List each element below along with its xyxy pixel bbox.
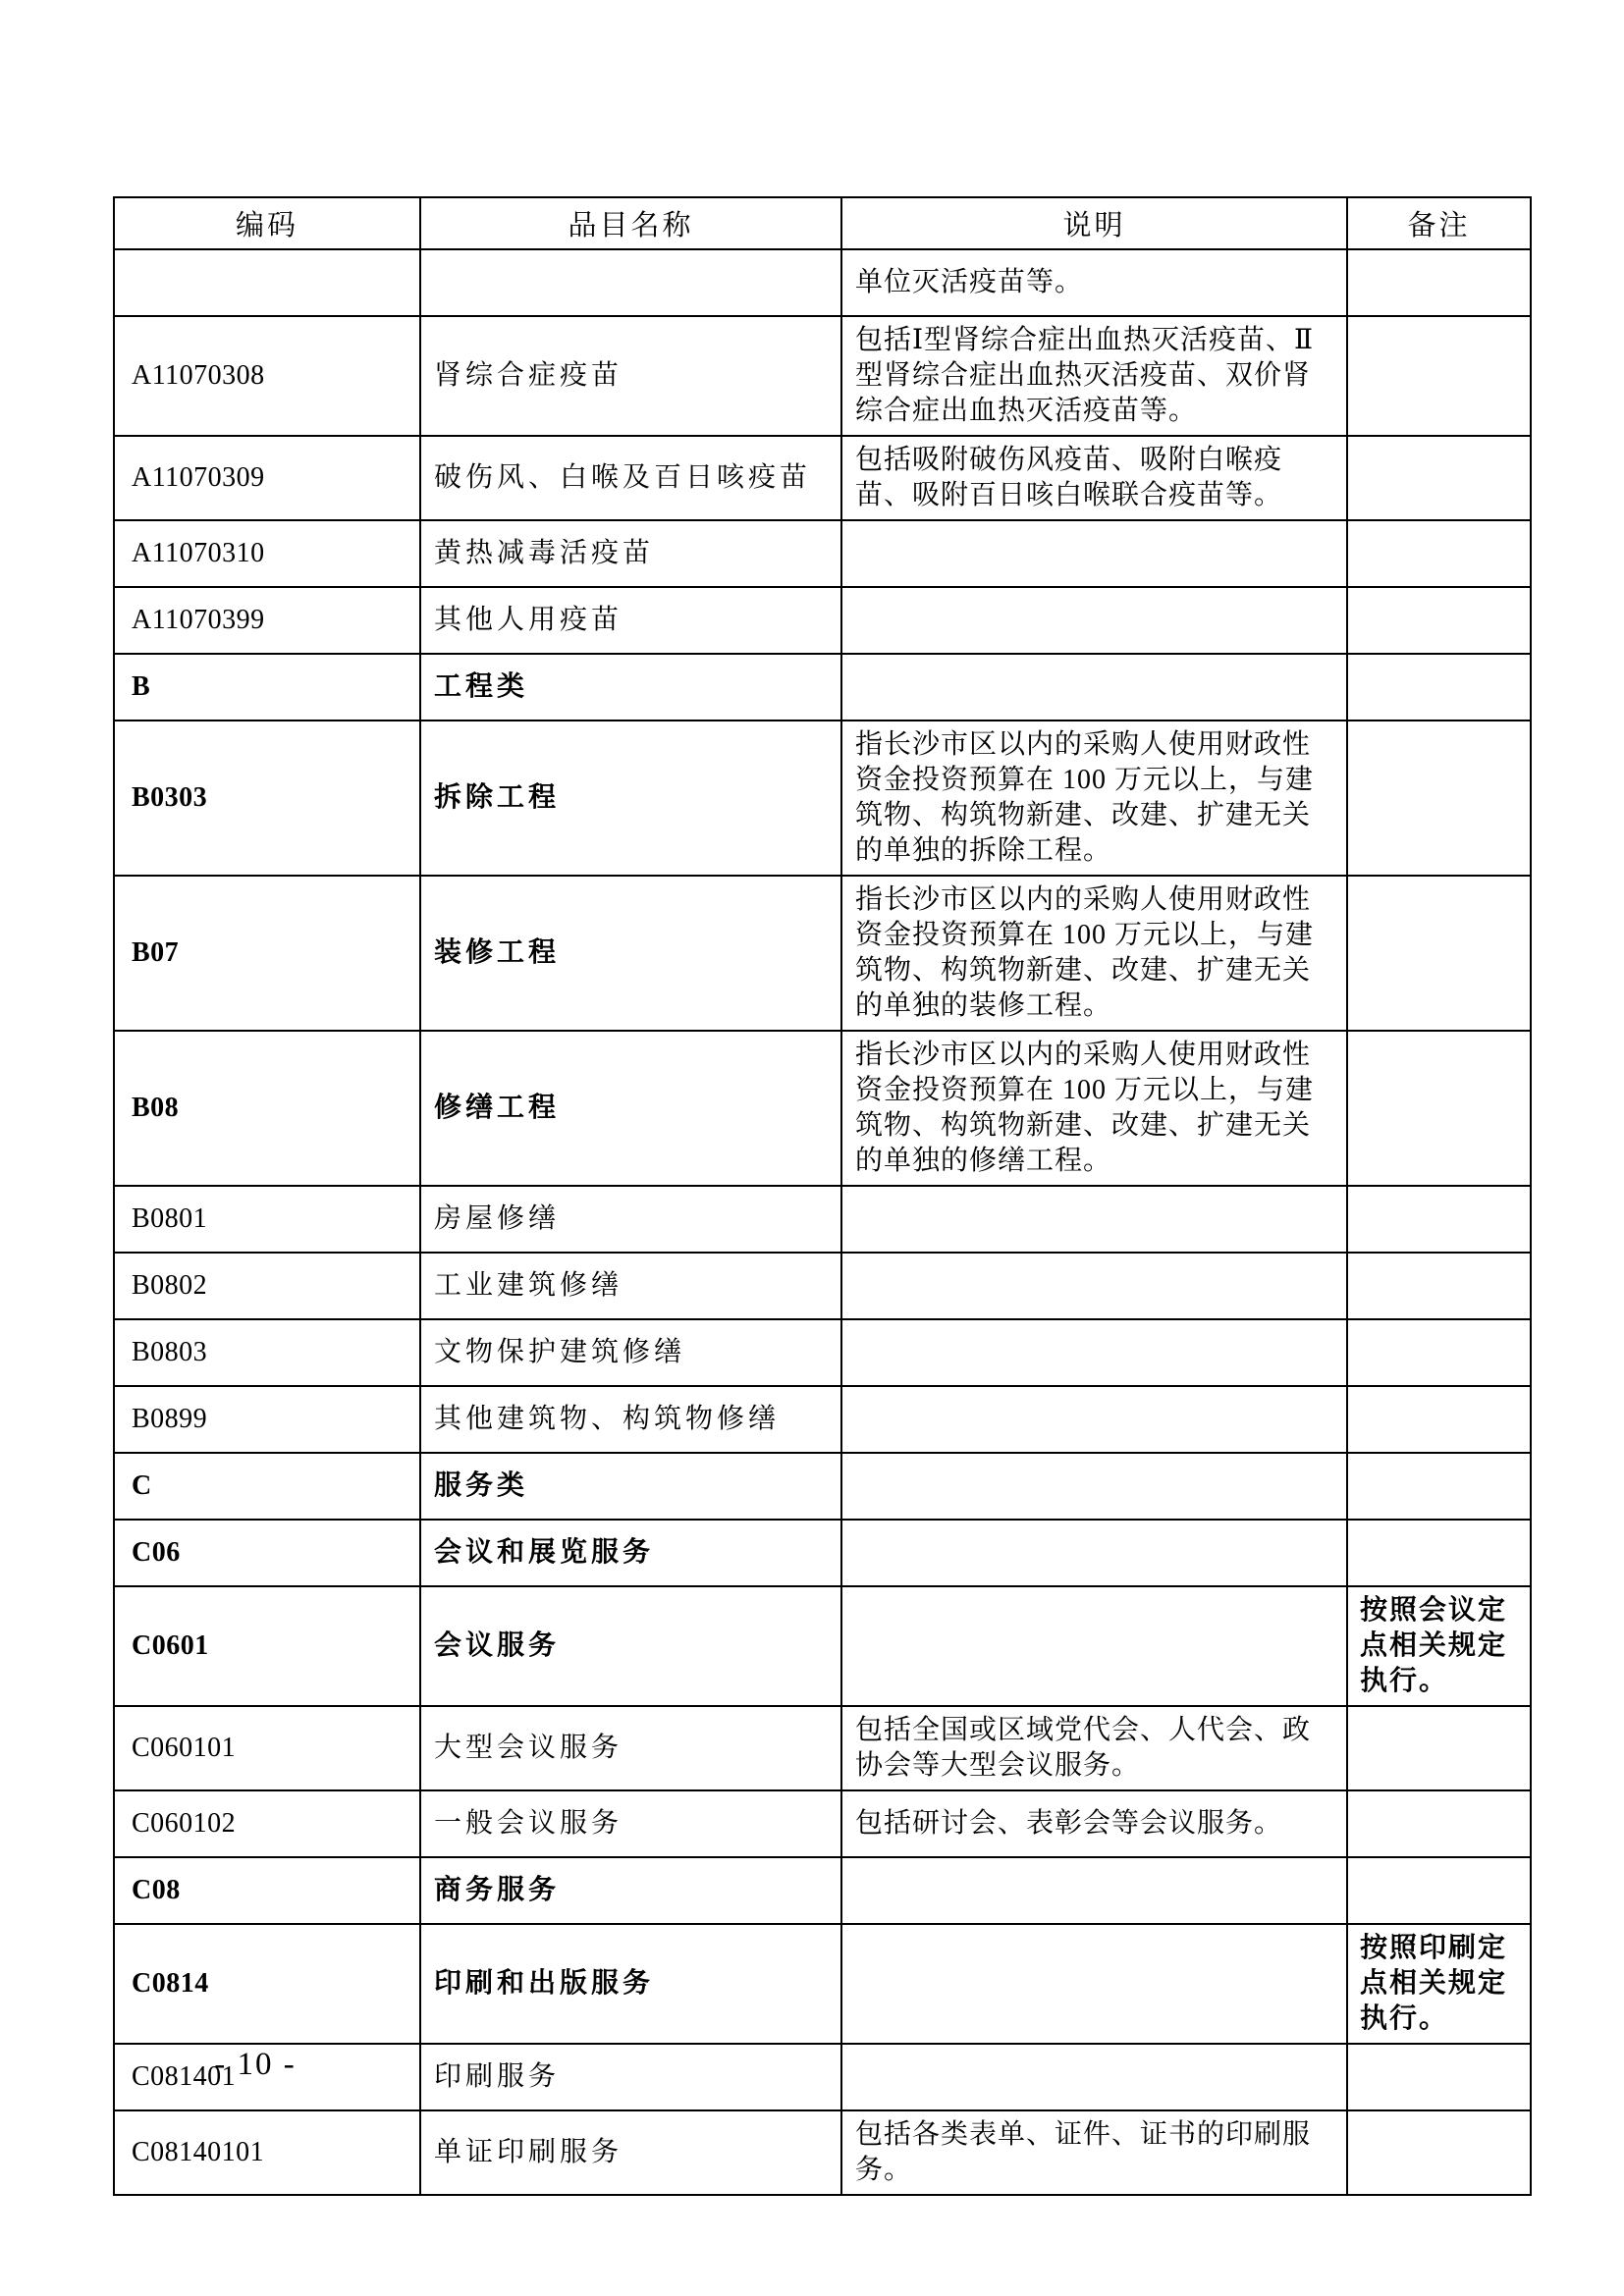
table-header-row	[114, 197, 1531, 249]
cell-note	[1347, 654, 1531, 721]
catalog-table	[113, 196, 1532, 2196]
cell-note	[1347, 1186, 1531, 1253]
cell-note	[1347, 436, 1531, 520]
cell-code: B0803	[114, 1319, 420, 1386]
cell-desc: 单位灭活疫苗等。	[841, 249, 1347, 316]
table-row	[114, 587, 1531, 654]
cell-note	[1347, 1453, 1531, 1520]
cell-desc	[841, 1319, 1347, 1386]
cell-desc: 包括吸附破伤风疫苗、吸附白喉疫苗、吸附百日咳白喉联合疫苗等。	[841, 436, 1347, 520]
table-row	[114, 1790, 1531, 1857]
cell-code: B07	[114, 876, 420, 1031]
table-row	[114, 1586, 1531, 1706]
cell-desc	[841, 1253, 1347, 1319]
cell-note	[1347, 520, 1531, 587]
cell-name: 会议服务	[420, 1586, 841, 1706]
cell-code	[114, 249, 420, 316]
cell-note	[1347, 1031, 1531, 1186]
cell-name: 其他建筑物、构筑物修缮	[420, 1386, 841, 1453]
cell-name: 工业建筑修缮	[420, 1253, 841, 1319]
cell-code: C060101	[114, 1706, 420, 1790]
cell-note	[1347, 249, 1531, 316]
table-row	[114, 2110, 1531, 2195]
cell-name: 大型会议服务	[420, 1706, 841, 1790]
cell-note	[1347, 2110, 1531, 2195]
cell-note	[1347, 2044, 1531, 2110]
table-row	[114, 1706, 1531, 1790]
table-row	[114, 876, 1531, 1031]
table-row	[114, 721, 1531, 876]
table-row	[114, 1386, 1531, 1453]
cell-note	[1347, 1319, 1531, 1386]
cell-code: B08	[114, 1031, 420, 1186]
table-row	[114, 520, 1531, 587]
cell-name: 印刷和出版服务	[420, 1924, 841, 2044]
table-row	[114, 1186, 1531, 1253]
cell-note	[1347, 1386, 1531, 1453]
cell-code: C0601	[114, 1586, 420, 1706]
cell-code: B0899	[114, 1386, 420, 1453]
cell-name: 文物保护建筑修缮	[420, 1319, 841, 1386]
table-row	[114, 1319, 1531, 1386]
cell-name: 其他人用疫苗	[420, 587, 841, 654]
cell-name: 会议和展览服务	[420, 1520, 841, 1586]
cell-desc	[841, 1520, 1347, 1586]
cell-code: C0814	[114, 1924, 420, 2044]
header-cell-desc: 说明	[841, 197, 1347, 249]
cell-code: C081401	[114, 2044, 420, 2110]
cell-desc: 包括全国或区域党代会、人代会、政协会等大型会议服务。	[841, 1706, 1347, 1790]
cell-code: C08140101	[114, 2110, 420, 2195]
cell-desc	[841, 1453, 1347, 1520]
cell-desc: 包括研讨会、表彰会等会议服务。	[841, 1790, 1347, 1857]
cell-desc	[841, 1586, 1347, 1706]
cell-name: 工程类	[420, 654, 841, 721]
cell-desc: 包括各类表单、证件、证书的印刷服务。	[841, 2110, 1347, 2195]
cell-code: C08	[114, 1857, 420, 1924]
cell-name: 服务类	[420, 1453, 841, 1520]
cell-desc: 包括Ⅰ型肾综合症出血热灭活疫苗、Ⅱ型肾综合症出血热灭活疫苗、双价肾综合症出血热灭活疫苗等。	[841, 316, 1347, 436]
cell-desc: 指长沙市区以内的采购人使用财政性资金投资预算在 100 万元以上，与建筑物、构筑物新建、改建、扩建无关的单独的拆除工程。	[841, 721, 1347, 876]
cell-desc	[841, 1186, 1347, 1253]
cell-name: 商务服务	[420, 1857, 841, 1924]
table-body	[114, 249, 1531, 2195]
table-row	[114, 1520, 1531, 1586]
cell-name	[420, 249, 841, 316]
cell-note	[1347, 1790, 1531, 1857]
cell-note: 按照印刷定点相关规定执行。	[1347, 1924, 1531, 2044]
cell-code: C060102	[114, 1790, 420, 1857]
cell-desc	[841, 520, 1347, 587]
cell-code: B0802	[114, 1253, 420, 1319]
cell-desc	[841, 2044, 1347, 2110]
cell-code: B	[114, 654, 420, 721]
cell-name: 印刷服务	[420, 2044, 841, 2110]
table-row	[114, 1857, 1531, 1924]
table-row	[114, 1924, 1531, 2044]
table-row	[114, 436, 1531, 520]
header-cell-name: 品目名称	[420, 197, 841, 249]
cell-name: 拆除工程	[420, 721, 841, 876]
cell-desc: 指长沙市区以内的采购人使用财政性资金投资预算在 100 万元以上，与建筑物、构筑物新建、改建、扩建无关的单独的装修工程。	[841, 876, 1347, 1031]
cell-name: 肾综合症疫苗	[420, 316, 841, 436]
cell-note	[1347, 876, 1531, 1031]
cell-code: A11070309	[114, 436, 420, 520]
table-row	[114, 249, 1531, 316]
cell-desc	[841, 1857, 1347, 1924]
cell-name: 房屋修缮	[420, 1186, 841, 1253]
cell-note	[1347, 721, 1531, 876]
cell-name: 黄热减毒活疫苗	[420, 520, 841, 587]
table-row	[114, 1031, 1531, 1186]
table-row	[114, 654, 1531, 721]
cell-note: 按照会议定点相关规定执行。	[1347, 1586, 1531, 1706]
cell-name: 装修工程	[420, 876, 841, 1031]
cell-name: 一般会议服务	[420, 1790, 841, 1857]
cell-code: A11070308	[114, 316, 420, 436]
cell-note	[1347, 1253, 1531, 1319]
cell-code: C	[114, 1453, 420, 1520]
cell-name: 修缮工程	[420, 1031, 841, 1186]
cell-name: 破伤风、白喉及百日咳疫苗	[420, 436, 841, 520]
cell-desc	[841, 587, 1347, 654]
cell-code: B0801	[114, 1186, 420, 1253]
cell-desc	[841, 654, 1347, 721]
cell-note	[1347, 1857, 1531, 1924]
cell-code: A11070399	[114, 587, 420, 654]
cell-desc	[841, 1924, 1347, 2044]
table-row	[114, 316, 1531, 436]
cell-note	[1347, 1520, 1531, 1586]
cell-note	[1347, 587, 1531, 654]
cell-code: B0303	[114, 721, 420, 876]
cell-desc: 指长沙市区以内的采购人使用财政性资金投资预算在 100 万元以上，与建筑物、构筑物新建、改建、扩建无关的单独的修缮工程。	[841, 1031, 1347, 1186]
header-cell-code: 编码	[114, 197, 420, 249]
header-cell-note: 备注	[1347, 197, 1531, 249]
cell-note	[1347, 1706, 1531, 1790]
cell-code: C06	[114, 1520, 420, 1586]
page-number: - 10 -	[214, 2047, 297, 2082]
cell-code: A11070310	[114, 520, 420, 587]
cell-note	[1347, 316, 1531, 436]
table-row	[114, 1253, 1531, 1319]
cell-desc	[841, 1386, 1347, 1453]
cell-name: 单证印刷服务	[420, 2110, 841, 2195]
table-row	[114, 1453, 1531, 1520]
